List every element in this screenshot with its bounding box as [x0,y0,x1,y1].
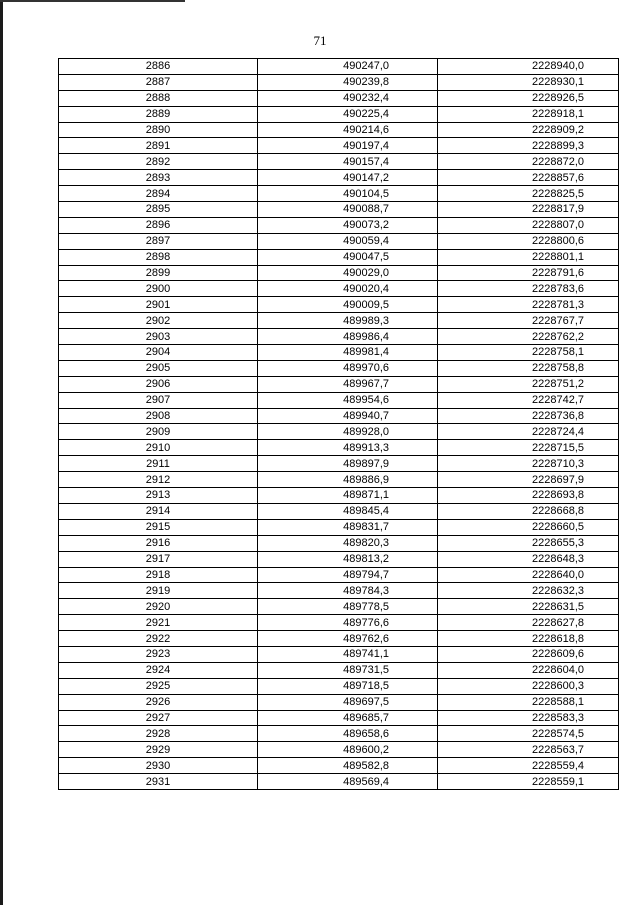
x-coordinate-cell: 490009,5 [258,297,438,313]
y-coordinate-cell: 2228604,0 [438,662,619,678]
x-coordinate-cell: 489685,7 [258,710,438,726]
point-number-cell: 2895 [59,202,258,218]
y-coordinate-cell: 2228825,5 [438,186,619,202]
x-coordinate-cell: 489989,3 [258,313,438,329]
table-row [59,726,619,742]
y-coordinate-cell: 2228742,7 [438,392,619,408]
scan-border-left [0,0,3,905]
table-row [59,122,619,138]
table-row [59,392,619,408]
table-row [59,440,619,456]
x-coordinate-cell: 489569,4 [258,774,438,790]
x-coordinate-cell: 489582,8 [258,758,438,774]
point-number-cell: 2922 [59,631,258,647]
y-coordinate-cell: 2228640,0 [438,567,619,583]
table-row [59,424,619,440]
page-number: 71 [313,33,327,48]
point-number-cell: 2902 [59,313,258,329]
x-coordinate-cell: 490232,4 [258,90,438,106]
x-coordinate-cell: 489658,6 [258,726,438,742]
x-coordinate-cell: 489697,5 [258,694,438,710]
y-coordinate-cell: 2228668,8 [438,503,619,519]
x-coordinate-cell: 489820,3 [258,535,438,551]
point-number-cell: 2886 [59,59,258,75]
y-coordinate-cell: 2228574,5 [438,726,619,742]
point-number-cell: 2896 [59,217,258,233]
x-coordinate-cell: 489886,9 [258,472,438,488]
point-number-cell: 2904 [59,345,258,361]
point-number-cell: 2920 [59,599,258,615]
y-coordinate-cell: 2228559,1 [438,774,619,790]
x-coordinate-cell: 490073,2 [258,217,438,233]
table-row [59,186,619,202]
point-number-cell: 2897 [59,233,258,249]
table-row [59,646,619,662]
table-row [59,774,619,790]
table-row [59,567,619,583]
table-row [59,313,619,329]
y-coordinate-cell: 2228563,7 [438,742,619,758]
point-number-cell: 2890 [59,122,258,138]
point-number-cell: 2912 [59,472,258,488]
x-coordinate-cell: 490239,8 [258,74,438,90]
y-coordinate-cell: 2228710,3 [438,456,619,472]
y-coordinate-cell: 2228758,8 [438,360,619,376]
point-number-cell: 2898 [59,249,258,265]
y-coordinate-cell: 2228655,3 [438,535,619,551]
x-coordinate-cell: 489794,7 [258,567,438,583]
point-number-cell: 2927 [59,710,258,726]
point-number-cell: 2911 [59,456,258,472]
table-row [59,758,619,774]
point-number-cell: 2888 [59,90,258,106]
x-coordinate-cell: 489981,4 [258,345,438,361]
x-coordinate-cell: 489741,1 [258,646,438,662]
table-row [59,265,619,281]
point-number-cell: 2910 [59,440,258,456]
x-coordinate-cell: 489718,5 [258,678,438,694]
y-coordinate-cell: 2228762,2 [438,329,619,345]
coordinates-table-body [59,59,619,790]
x-coordinate-cell: 490225,4 [258,106,438,122]
table-row [59,615,619,631]
point-number-cell: 2924 [59,662,258,678]
table-row [59,217,619,233]
point-number-cell: 2889 [59,106,258,122]
x-coordinate-cell: 490020,4 [258,281,438,297]
x-coordinate-cell: 490104,5 [258,186,438,202]
y-coordinate-cell: 2228618,8 [438,631,619,647]
table-row [59,376,619,392]
point-number-cell: 2909 [59,424,258,440]
y-coordinate-cell: 2228909,2 [438,122,619,138]
table-row [59,583,619,599]
y-coordinate-cell: 2228559,4 [438,758,619,774]
scan-border-top [0,0,185,2]
y-coordinate-cell: 2228800,6 [438,233,619,249]
x-coordinate-cell: 489831,7 [258,519,438,535]
y-coordinate-cell: 2228715,5 [438,440,619,456]
y-coordinate-cell: 2228899,3 [438,138,619,154]
y-coordinate-cell: 2228631,5 [438,599,619,615]
y-coordinate-cell: 2228627,8 [438,615,619,631]
y-coordinate-cell: 2228751,2 [438,376,619,392]
table-row [59,742,619,758]
x-coordinate-cell: 490088,7 [258,202,438,218]
table-row [59,551,619,567]
x-coordinate-cell: 489986,4 [258,329,438,345]
y-coordinate-cell: 2228791,6 [438,265,619,281]
y-coordinate-cell: 2228660,5 [438,519,619,535]
point-number-cell: 2916 [59,535,258,551]
point-number-cell: 2899 [59,265,258,281]
y-coordinate-cell: 2228588,1 [438,694,619,710]
point-number-cell: 2907 [59,392,258,408]
y-coordinate-cell: 2228736,8 [438,408,619,424]
table-row [59,59,619,75]
y-coordinate-cell: 2228940,0 [438,59,619,75]
table-row [59,694,619,710]
x-coordinate-cell: 489731,5 [258,662,438,678]
y-coordinate-cell: 2228817,9 [438,202,619,218]
x-coordinate-cell: 490047,5 [258,249,438,265]
point-number-cell: 2893 [59,170,258,186]
table-row [59,90,619,106]
table-row [59,106,619,122]
x-coordinate-cell: 490147,2 [258,170,438,186]
x-coordinate-cell: 489970,6 [258,360,438,376]
table-row [59,408,619,424]
y-coordinate-cell: 2228724,4 [438,424,619,440]
y-coordinate-cell: 2228926,5 [438,90,619,106]
y-coordinate-cell: 2228632,3 [438,583,619,599]
x-coordinate-cell: 489813,2 [258,551,438,567]
point-number-cell: 2918 [59,567,258,583]
y-coordinate-cell: 2228600,3 [438,678,619,694]
point-number-cell: 2929 [59,742,258,758]
table-row [59,74,619,90]
table-row [59,519,619,535]
point-number-cell: 2915 [59,519,258,535]
x-coordinate-cell: 490029,0 [258,265,438,281]
point-number-cell: 2930 [59,758,258,774]
table-row [59,138,619,154]
point-number-cell: 2900 [59,281,258,297]
table-row [59,345,619,361]
point-number-cell: 2921 [59,615,258,631]
table-row [59,503,619,519]
table-row [59,456,619,472]
point-number-cell: 2917 [59,551,258,567]
y-coordinate-cell: 2228857,6 [438,170,619,186]
table-row [59,249,619,265]
point-number-cell: 2903 [59,329,258,345]
point-number-cell: 2906 [59,376,258,392]
x-coordinate-cell: 489897,9 [258,456,438,472]
point-number-cell: 2925 [59,678,258,694]
x-coordinate-cell: 489871,1 [258,488,438,504]
point-number-cell: 2905 [59,360,258,376]
table-row [59,329,619,345]
y-coordinate-cell: 2228697,9 [438,472,619,488]
y-coordinate-cell: 2228930,1 [438,74,619,90]
point-number-cell: 2926 [59,694,258,710]
point-number-cell: 2908 [59,408,258,424]
point-number-cell: 2891 [59,138,258,154]
x-coordinate-cell: 489913,3 [258,440,438,456]
x-coordinate-cell: 489600,2 [258,742,438,758]
table-row [59,202,619,218]
point-number-cell: 2894 [59,186,258,202]
point-number-cell: 2923 [59,646,258,662]
x-coordinate-cell: 489940,7 [258,408,438,424]
y-coordinate-cell: 2228801,1 [438,249,619,265]
y-coordinate-cell: 2228767,7 [438,313,619,329]
table-row [59,360,619,376]
y-coordinate-cell: 2228609,6 [438,646,619,662]
point-number-cell: 2914 [59,503,258,519]
point-number-cell: 2928 [59,726,258,742]
table-row [59,662,619,678]
x-coordinate-cell: 489762,6 [258,631,438,647]
table-row [59,535,619,551]
x-coordinate-cell: 489776,6 [258,615,438,631]
y-coordinate-cell: 2228758,1 [438,345,619,361]
x-coordinate-cell: 490247,0 [258,59,438,75]
table-row [59,599,619,615]
point-number-cell: 2913 [59,488,258,504]
point-number-cell: 2931 [59,774,258,790]
x-coordinate-cell: 490059,4 [258,233,438,249]
y-coordinate-cell: 2228872,0 [438,154,619,170]
y-coordinate-cell: 2228781,3 [438,297,619,313]
point-number-cell: 2892 [59,154,258,170]
table-row [59,631,619,647]
x-coordinate-cell: 489967,7 [258,376,438,392]
coordinates-table [58,58,619,790]
table-row [59,170,619,186]
table-row [59,710,619,726]
point-number-cell: 2901 [59,297,258,313]
y-coordinate-cell: 2228783,6 [438,281,619,297]
table-row [59,472,619,488]
table-row [59,297,619,313]
y-coordinate-cell: 2228583,3 [438,710,619,726]
table-row [59,154,619,170]
y-coordinate-cell: 2228807,0 [438,217,619,233]
x-coordinate-cell: 490197,4 [258,138,438,154]
x-coordinate-cell: 489845,4 [258,503,438,519]
x-coordinate-cell: 489954,6 [258,392,438,408]
table-row [59,678,619,694]
y-coordinate-cell: 2228693,8 [438,488,619,504]
x-coordinate-cell: 489928,0 [258,424,438,440]
x-coordinate-cell: 490214,6 [258,122,438,138]
y-coordinate-cell: 2228648,3 [438,551,619,567]
x-coordinate-cell: 490157,4 [258,154,438,170]
point-number-cell: 2887 [59,74,258,90]
x-coordinate-cell: 489784,3 [258,583,438,599]
table-row [59,488,619,504]
point-number-cell: 2919 [59,583,258,599]
y-coordinate-cell: 2228918,1 [438,106,619,122]
table-row [59,281,619,297]
table-row [59,233,619,249]
x-coordinate-cell: 489778,5 [258,599,438,615]
